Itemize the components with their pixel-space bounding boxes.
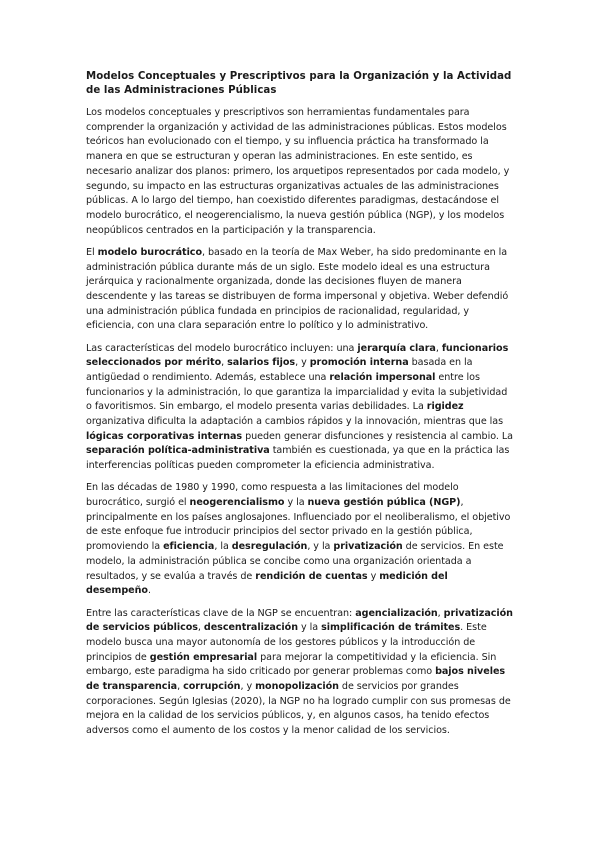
paragraph-neogerencialismo: En las décadas de 1980 y 1990, como respuesta a las limitaciones del modelo burocrático, surgió el neogerencialismo y la nueva gestión pública (NGP), principalmente en los países anglosajones. Influenciado por el neoliberalismo, el objetivo de este enfoque fue introducir principios del sector privado en la gestión pública, promoviendo la eficiencia, la desregulación, y la privatización de servicios. En este modelo, la administración pública se concibe como una organización orientada a resultados, y se evalúa a través de rendición de cuentas y medición del desempeño. bbox=[86, 482, 511, 597]
paragraph-intro: Los modelos conceptuales y prescriptivos son herramientas fundamentales para comprender la organización y actividad de las administraciones públicas. Estos modelos teóricos han evolucionado con el tiempo, y su influencia práctica ha transformado la manera en que se estructuran y operan las administraciones. En este sentido, es necesario analizar dos planos: primero, los arquetipos representados por cada modelo, y segundo, su impacto en las estructuras organizativas actuales de las administraciones públicas. A lo largo del tiempo, han coexistido diferentes paradigmas, destacándose el modelo burocrático, el neogerencialismo, la nueva gestión pública (NGP), y los modelos neopúblicos centrados en la participación y la transparencia. bbox=[86, 107, 510, 236]
bold-term: funcionarios seleccionados por mérito bbox=[86, 342, 509, 369]
bold-term: bajos niveles de transparencia bbox=[86, 666, 506, 693]
bold-term: rendición de cuentas bbox=[255, 570, 368, 582]
bold-term: jerarquía clara bbox=[357, 342, 436, 354]
bold-term: privatización de servicios públicos bbox=[86, 607, 513, 634]
paragraph-burocratico: El modelo burocrático, basado en la teoría de Max Weber, ha sido predominante en la administración pública durante más de un siglo. Este modelo ideal es una estructura jerárquica y racionalmente organizada, donde las decisiones fluyen de manera descendente y las tareas se distribuyen de forma impersonal y objetiva. Weber defendió una administración pública fundada en principios de racionalidad, regularidad, y eficiencia, con una clara separación entre lo político y lo administrativo. bbox=[86, 246, 509, 332]
paragraph-caracteristicas-ngp: Entre las características clave de la NGP se encuentran: agencialización, privatización de servicios públicos, descentralización y la simplificación de trámites. Este modelo busca una mayor autonomía de los gestores públicos y la introducción de principios de gestión empresarial para mejorar la competitividad y la eficiencia. Sin embargo, este paradigma ha sido criticado por generar problemas como bajos niveles de transparencia, corrupción, y monopolización de servicios por grandes corporaciones. Según Iglesias (2020), la NGP no ha logrado cumplir con sus promesas de mejora en la calidad de los servicios públicos, y, en algunos casos, ha tenido efectos adversos como el aumento de los costos y la menor calidad de los servicios. bbox=[86, 607, 513, 737]
bold-term: lógicas corporativas internas bbox=[86, 430, 243, 442]
bold-term: monopolización bbox=[255, 681, 339, 693]
bold-term: corrupción bbox=[183, 681, 241, 693]
bold-term: privatización bbox=[333, 541, 403, 553]
bold-term: desregulación bbox=[231, 541, 308, 553]
bold-term: promoción interna bbox=[309, 357, 409, 369]
bold-term: separación política-administrativa bbox=[86, 445, 270, 457]
bold-term: gestión empresarial bbox=[149, 651, 258, 663]
bold-term: rigidez bbox=[426, 401, 464, 413]
document-page bbox=[86, 70, 514, 746]
bold-term: neogerencialismo bbox=[189, 497, 285, 509]
bold-term: medición del desempeño bbox=[86, 570, 448, 597]
bold-term: salarios fijos bbox=[227, 357, 296, 369]
paragraph-caracteristicas-burocratico: Las características del modelo burocrático incluyen: una jerarquía clara, funcionarios seleccionados por mérito, salarios fijos, y promoción interna basada en la antigüedad o rendimiento. Además, establece una relación impersonal entre los funcionarios y la administración, lo que garantiza la imparcialidad y evita la subjetividad o favoritismos. Sin embargo, el modelo presenta varias debilidades. La rigidez organizativa dificulta la adaptación a cambios rápidos y la innovación, mientras que las lógicas corporativas internas pueden generar disfunciones y resistencia al cambio. La separación política-administrativa también es cuestionada, ya que en la práctica las interferencias políticas pueden comprometer la eficiencia administrativa. bbox=[86, 342, 513, 472]
bold-term: modelo burocrático bbox=[97, 246, 202, 258]
bold-term: agencialización bbox=[355, 607, 438, 619]
document-title: Modelos Conceptuales y Prescriptivos para la Organización y la Actividad de las Administraciones Públicas bbox=[86, 71, 512, 96]
bold-term: relación impersonal bbox=[329, 371, 436, 383]
bold-term: simplificación de trámites bbox=[321, 622, 461, 634]
bold-term: nueva gestión pública (NGP) bbox=[307, 497, 461, 509]
bold-term: eficiencia bbox=[163, 541, 215, 553]
bold-term: descentralización bbox=[203, 622, 298, 634]
